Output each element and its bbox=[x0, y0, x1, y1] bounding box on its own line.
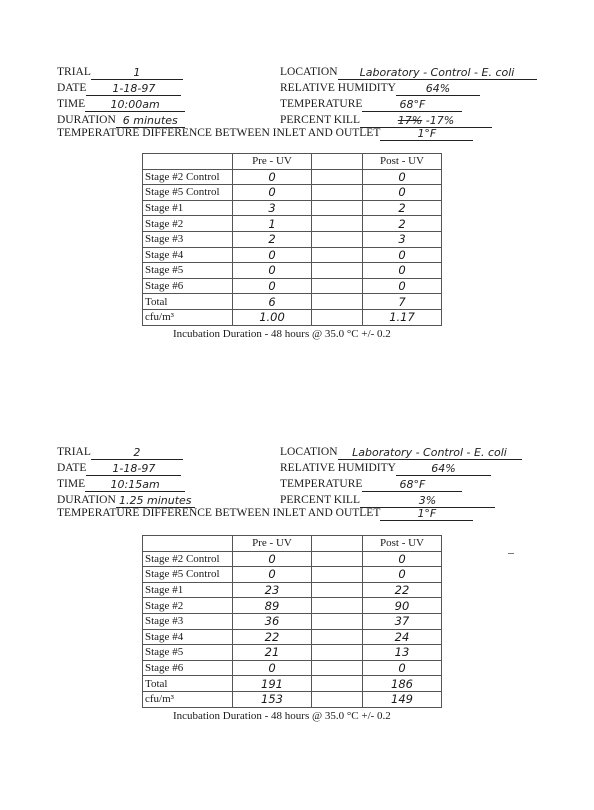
time-value: 10:15am bbox=[85, 478, 185, 492]
humidity-label: RELATIVE HUMIDITY bbox=[280, 462, 396, 474]
table-row bbox=[143, 231, 442, 247]
pre-value: 0 bbox=[233, 660, 312, 676]
trial-value: 2 bbox=[91, 446, 183, 460]
temp-diff-field bbox=[57, 126, 473, 140]
spacer-cell bbox=[312, 613, 363, 629]
spacer-cell bbox=[312, 536, 363, 552]
row-label: Stage #2 bbox=[143, 216, 233, 232]
table-row bbox=[143, 278, 442, 294]
post-value: 7 bbox=[363, 294, 442, 310]
spacer-cell bbox=[312, 263, 363, 279]
table-row bbox=[143, 551, 442, 567]
pre-value: 0 bbox=[233, 169, 312, 185]
post-value: 186 bbox=[363, 676, 442, 692]
trial-field bbox=[57, 445, 183, 459]
post-uv-header: Post - UV bbox=[363, 536, 442, 552]
row-label: Stage #3 bbox=[143, 613, 233, 629]
post-value: 3 bbox=[363, 231, 442, 247]
percent-kill-struck: 17% bbox=[397, 114, 423, 127]
post-value: 0 bbox=[363, 263, 442, 279]
cfu-table-2 bbox=[142, 535, 442, 708]
spacer-cell bbox=[312, 582, 363, 598]
location-value: Laboratory - Control - E. coli bbox=[338, 66, 537, 80]
percent-kill-corrected: 3% bbox=[418, 494, 437, 507]
table-row bbox=[143, 263, 442, 279]
pre-value: 0 bbox=[233, 185, 312, 201]
spacer-cell bbox=[312, 231, 363, 247]
pre-value: 0 bbox=[233, 551, 312, 567]
row-label: Stage #5 Control bbox=[143, 185, 233, 201]
post-value: 149 bbox=[363, 691, 442, 707]
pre-value: 6 bbox=[233, 294, 312, 310]
pre-value: 0 bbox=[233, 278, 312, 294]
row-label: Stage #1 bbox=[143, 582, 233, 598]
table-row bbox=[143, 691, 442, 707]
spacer-cell bbox=[312, 200, 363, 216]
spacer-cell bbox=[312, 185, 363, 201]
pre-uv-header: Pre - UV bbox=[233, 154, 312, 170]
pre-value: 89 bbox=[233, 598, 312, 614]
pre-value: 2 bbox=[233, 231, 312, 247]
date-value: 1-18-97 bbox=[86, 82, 181, 96]
scan-mark bbox=[508, 553, 514, 554]
humidity-field bbox=[280, 461, 491, 475]
location-label: LOCATION bbox=[280, 66, 338, 78]
temperature-field bbox=[280, 477, 462, 491]
post-value: 1.17 bbox=[363, 309, 442, 325]
trial-label: TRIAL bbox=[57, 446, 91, 458]
row-label: Total bbox=[143, 676, 233, 692]
table-row bbox=[143, 200, 442, 216]
pre-value: 36 bbox=[233, 613, 312, 629]
temperature-label: TEMPERATURE bbox=[280, 98, 363, 110]
location-label: LOCATION bbox=[280, 446, 338, 458]
post-value: 2 bbox=[363, 216, 442, 232]
table-row bbox=[143, 676, 442, 692]
pre-uv-header: Pre - UV bbox=[233, 536, 312, 552]
duration-field bbox=[57, 493, 195, 507]
row-label: Stage #5 Control bbox=[143, 567, 233, 583]
spacer-cell bbox=[312, 309, 363, 325]
duration-field bbox=[57, 113, 185, 127]
incubation-note: Incubation Duration - 48 hours @ 35.0 °C +/- 0.2 bbox=[173, 328, 391, 340]
time-label: TIME bbox=[57, 478, 86, 490]
humidity-field bbox=[280, 81, 480, 95]
spacer-cell bbox=[312, 676, 363, 692]
post-value: 0 bbox=[363, 247, 442, 263]
spacer-cell bbox=[312, 216, 363, 232]
spacer-cell bbox=[312, 567, 363, 583]
time-label: TIME bbox=[57, 98, 86, 110]
table-row bbox=[143, 645, 442, 661]
table-row bbox=[143, 294, 442, 310]
incubation-note: Incubation Duration - 48 hours @ 35.0 °C +/- 0.2 bbox=[173, 710, 391, 722]
temperature-value: 68°F bbox=[362, 98, 462, 112]
table-row bbox=[143, 598, 442, 614]
table-header-row bbox=[143, 536, 442, 552]
row-label: Stage #4 bbox=[143, 247, 233, 263]
row-label: Total bbox=[143, 294, 233, 310]
pre-value: 22 bbox=[233, 629, 312, 645]
pre-value: 0 bbox=[233, 263, 312, 279]
pre-value: 3 bbox=[233, 200, 312, 216]
row-label: Stage #6 bbox=[143, 660, 233, 676]
row-label: Stage #4 bbox=[143, 629, 233, 645]
date-field bbox=[57, 461, 181, 475]
table-row bbox=[143, 169, 442, 185]
table-row bbox=[143, 247, 442, 263]
table-row bbox=[143, 582, 442, 598]
humidity-value: 64% bbox=[396, 82, 480, 96]
percent-kill-label: PERCENT KILL bbox=[280, 114, 360, 126]
date-field bbox=[57, 81, 181, 95]
duration-label: DURATION bbox=[57, 494, 116, 506]
humidity-label: RELATIVE HUMIDITY bbox=[280, 82, 396, 94]
post-value: 2 bbox=[363, 200, 442, 216]
table-row bbox=[143, 309, 442, 325]
table-row bbox=[143, 629, 442, 645]
pre-value: 23 bbox=[233, 582, 312, 598]
post-value: 0 bbox=[363, 660, 442, 676]
temperature-field bbox=[280, 97, 462, 111]
temp-diff-value: 1°F bbox=[380, 507, 473, 521]
spacer-cell bbox=[312, 598, 363, 614]
temp-diff-value: 1°F bbox=[380, 127, 473, 141]
duration-value: 6 minutes bbox=[116, 114, 185, 128]
post-value: 90 bbox=[363, 598, 442, 614]
date-value: 1-18-97 bbox=[86, 462, 181, 476]
time-value: 10:00am bbox=[85, 98, 185, 112]
pre-value: 0 bbox=[233, 247, 312, 263]
temp-diff-label: TEMPERATURE DIFFERENCE BETWEEN INLET AND OUTLET bbox=[57, 127, 381, 139]
spacer-cell bbox=[312, 278, 363, 294]
temperature-value: 68°F bbox=[362, 478, 462, 492]
duration-label: DURATION bbox=[57, 114, 116, 126]
post-value: 13 bbox=[363, 645, 442, 661]
row-label: cfu/m³ bbox=[143, 691, 233, 707]
spacer-cell bbox=[312, 154, 363, 170]
post-uv-header: Post - UV bbox=[363, 154, 442, 170]
table-row bbox=[143, 185, 442, 201]
location-field bbox=[280, 65, 537, 79]
percent-kill-field bbox=[280, 493, 495, 507]
trial-field bbox=[57, 65, 183, 79]
temp-diff-field bbox=[57, 506, 473, 520]
humidity-value: 64% bbox=[396, 462, 491, 476]
post-value: 0 bbox=[363, 278, 442, 294]
spacer-cell bbox=[312, 629, 363, 645]
post-value: 0 bbox=[363, 551, 442, 567]
row-label: Stage #2 bbox=[143, 598, 233, 614]
table-header-row bbox=[143, 154, 442, 170]
cfu-table-1 bbox=[142, 153, 442, 326]
row-label: Stage #1 bbox=[143, 200, 233, 216]
pre-value: 0 bbox=[233, 567, 312, 583]
post-value: 22 bbox=[363, 582, 442, 598]
header-blank bbox=[143, 154, 233, 170]
row-label: Stage #3 bbox=[143, 231, 233, 247]
post-value: 24 bbox=[363, 629, 442, 645]
location-field bbox=[280, 445, 522, 459]
time-field bbox=[57, 477, 185, 491]
duration-value: 1.25 minutes bbox=[116, 494, 195, 508]
row-label: Stage #2 Control bbox=[143, 169, 233, 185]
post-value: 0 bbox=[363, 169, 442, 185]
percent-kill-label: PERCENT KILL bbox=[280, 494, 360, 506]
spacer-cell bbox=[312, 294, 363, 310]
row-label: cfu/m³ bbox=[143, 309, 233, 325]
location-value: Laboratory - Control - E. coli bbox=[338, 446, 522, 460]
table-row bbox=[143, 613, 442, 629]
spacer-cell bbox=[312, 247, 363, 263]
time-field bbox=[57, 97, 185, 111]
date-label: DATE bbox=[57, 462, 87, 474]
header-blank bbox=[143, 536, 233, 552]
pre-value: 191 bbox=[233, 676, 312, 692]
pre-value: 1.00 bbox=[233, 309, 312, 325]
temp-diff-label: TEMPERATURE DIFFERENCE BETWEEN INLET AND OUTLET bbox=[57, 507, 381, 519]
percent-kill-corrected: -17% bbox=[425, 114, 455, 127]
spacer-cell bbox=[312, 551, 363, 567]
spacer-cell bbox=[312, 691, 363, 707]
spacer-cell bbox=[312, 645, 363, 661]
pre-value: 21 bbox=[233, 645, 312, 661]
date-label: DATE bbox=[57, 82, 87, 94]
pre-value: 1 bbox=[233, 216, 312, 232]
spacer-cell bbox=[312, 169, 363, 185]
row-label: Stage #5 bbox=[143, 263, 233, 279]
row-label: Stage #2 Control bbox=[143, 551, 233, 567]
pre-value: 153 bbox=[233, 691, 312, 707]
post-value: 0 bbox=[363, 185, 442, 201]
trial-value: 1 bbox=[91, 66, 183, 80]
percent-kill-field bbox=[280, 113, 492, 127]
post-value: 37 bbox=[363, 613, 442, 629]
post-value: 0 bbox=[363, 567, 442, 583]
row-label: Stage #5 bbox=[143, 645, 233, 661]
table-row bbox=[143, 216, 442, 232]
trial-label: TRIAL bbox=[57, 66, 91, 78]
row-label: Stage #6 bbox=[143, 278, 233, 294]
spacer-cell bbox=[312, 660, 363, 676]
table-row bbox=[143, 567, 442, 583]
temperature-label: TEMPERATURE bbox=[280, 478, 363, 490]
table-row bbox=[143, 660, 442, 676]
